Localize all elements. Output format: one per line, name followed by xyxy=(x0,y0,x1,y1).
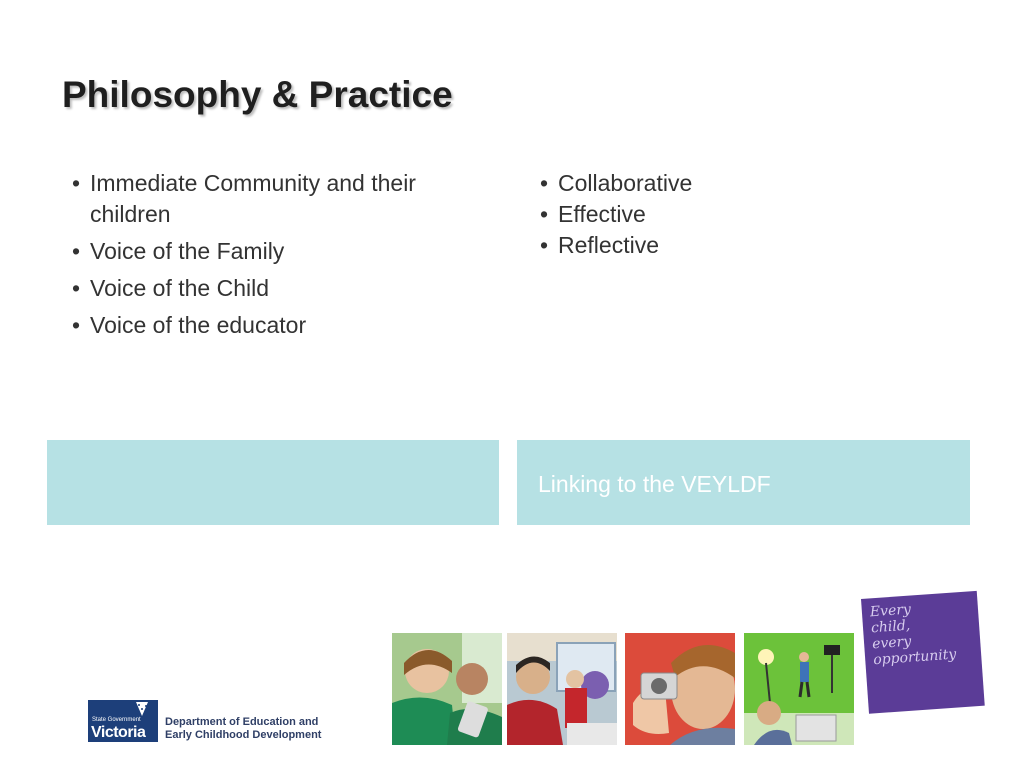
bullet-item: • Effective xyxy=(538,199,898,230)
right-teal-panel xyxy=(517,440,970,525)
bullet-item: • Reflective xyxy=(538,230,898,261)
classroom-whiteboard-photo xyxy=(507,633,617,745)
bullet-item: • Immediate Community and their children xyxy=(70,168,490,230)
boy-with-camera-photo xyxy=(625,633,735,745)
victoria-logo xyxy=(88,700,158,742)
left-teal-panel xyxy=(47,440,499,525)
right-bullet-list xyxy=(538,168,898,261)
bullet-item: • Voice of the Child xyxy=(70,273,490,304)
bullet-item: • Voice of the educator xyxy=(70,310,490,341)
logo-state-government-text: State Government xyxy=(92,717,141,723)
department-name: Department of Education and Early Childhood Development xyxy=(165,716,322,741)
right-panel-label: Linking to the VEYLDF xyxy=(538,471,771,497)
slogan-card xyxy=(861,591,985,714)
bullet-item: • Voice of the Family xyxy=(70,236,490,267)
slide-title: Philosophy & Practice xyxy=(62,74,453,115)
slogan-text: Every child, every opportunity xyxy=(869,601,957,669)
children-with-phone-photo xyxy=(392,633,502,745)
bullet-item: • Collaborative xyxy=(538,168,898,199)
logo-victoria-text: Victoria xyxy=(91,724,146,741)
green-screen-studio-photo xyxy=(744,633,854,745)
left-bullet-list xyxy=(70,168,490,347)
